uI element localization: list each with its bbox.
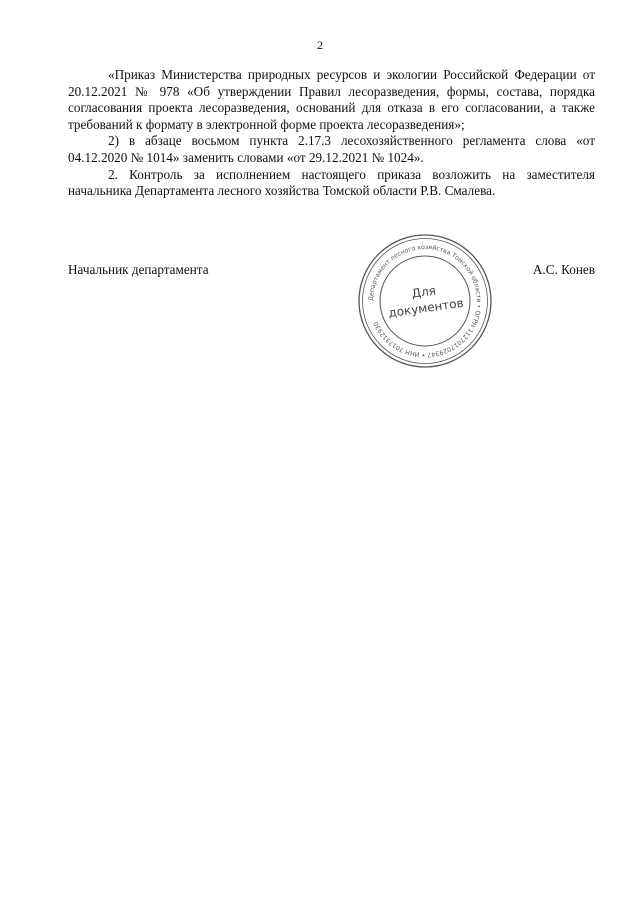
page-number: 2 [317,38,323,52]
document-body [68,67,595,200]
official-stamp [356,232,494,370]
stamp-center [385,280,464,320]
paragraph-order-title: «Приказ Министерства природных ресурсов и экологии Российской Федерации от 20.12.2021 № 978 «Об утверждении Правил лесоразведения, формы, состава, порядка согласования проекта лесоразведения, оснований для отказа в его согласовании, а также требований к формату в электронной форме проекта лесоразведения»; [68,67,595,132]
paragraph-amendment-item-2: 2) в абзаце восьмом пункта 2.17.3 лесохозяйственного регламента слова «от 04.12.2020 № 1014» заменить словами «от 29.12.2021 № 1024». [68,133,595,165]
stamp-ring-text: Департамент лесного хозяйства Томской области • ОГРН 1127017029347 • ИНН 7017312930 [367,243,483,359]
stamp-center-line-1: Для [410,283,437,301]
signature-block [68,262,595,282]
stamp-center-line-2: документов [387,295,465,321]
signer-name: А.С. Конев [532,262,595,277]
paragraph-control-clause: 2. Контроль за исполнением настоящего приказа возложить на заместителя начальника Департамента лесного хозяйства Томской области Р.В. Смалева. [68,166,595,199]
signer-position: Начальник департамента [68,262,209,277]
